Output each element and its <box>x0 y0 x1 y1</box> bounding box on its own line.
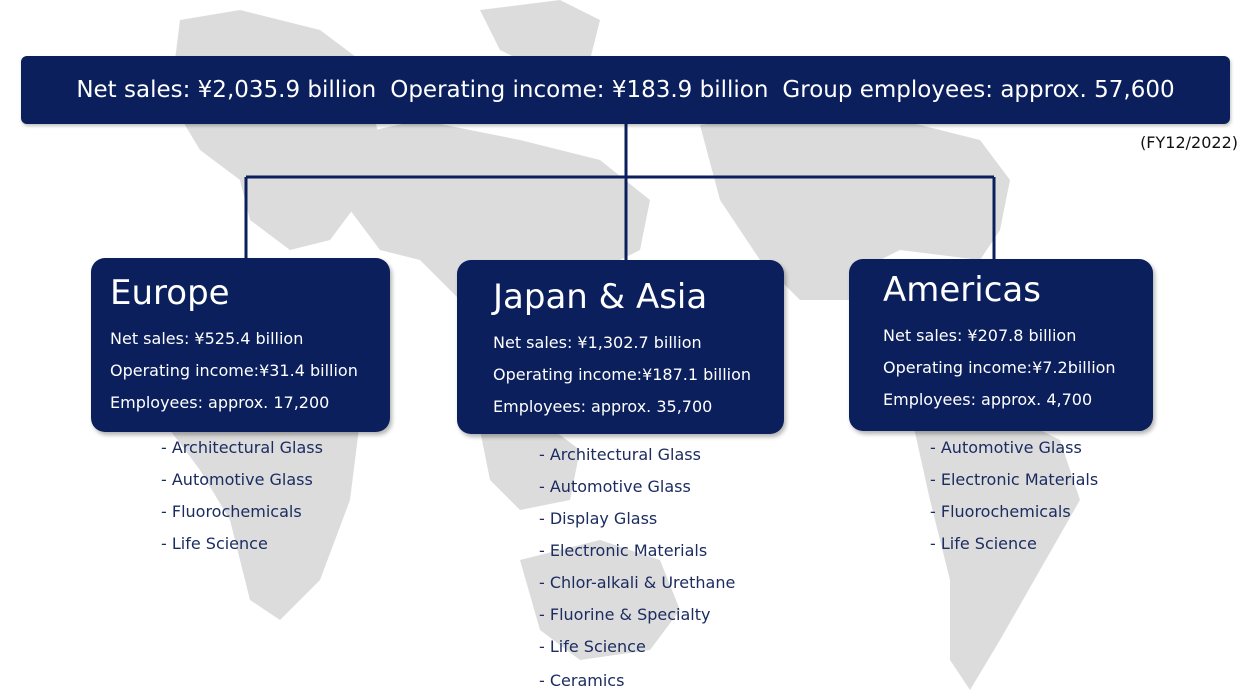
business-item: - Fluorochemicals <box>930 502 1071 521</box>
business-item: - Fluorochemicals <box>161 502 302 521</box>
business-item: - Fluorine & Specialty <box>539 605 711 624</box>
business-item: - Electronic Materials <box>539 541 708 560</box>
group-summary-box <box>21 56 1230 124</box>
region-employees: Employees: approx. 4,700 <box>883 390 1093 409</box>
business-item: - Life Science <box>539 637 646 656</box>
business-list-japan-asia <box>539 439 735 697</box>
region-box-europe <box>91 258 390 432</box>
group-operating-income: Operating income: ¥183.9 billion <box>390 77 769 103</box>
business-item: - Chlor-alkali & Urethane <box>539 573 736 592</box>
group-employees: Group employees: approx. 57,600 <box>782 77 1175 103</box>
region-net-sales: Net sales: ¥525.4 billion <box>110 329 304 348</box>
region-net-sales: Net sales: ¥1,302.7 billion <box>493 333 702 352</box>
business-list-americas <box>930 432 1098 560</box>
region-operating-income: Operating income:¥7.2billion <box>883 358 1116 377</box>
business-item: - Architectural Glass <box>161 438 323 457</box>
business-item: - Automotive Glass <box>539 477 691 496</box>
business-list-europe <box>161 432 323 560</box>
business-item: - Electronic Materials <box>930 470 1099 489</box>
region-name: Americas <box>883 270 1041 310</box>
region-box-americas <box>849 259 1153 431</box>
business-item: - Life Science <box>161 534 268 553</box>
region-name: Europe <box>110 273 230 313</box>
business-item: - Life Science <box>930 534 1037 553</box>
group-net-sales: Net sales: ¥2,035.9 billion <box>76 77 377 103</box>
region-name: Japan & Asia <box>493 277 708 317</box>
business-item: - Ceramics <box>539 671 625 690</box>
region-operating-income: Operating income:¥187.1 billion <box>493 365 752 384</box>
region-employees: Employees: approx. 35,700 <box>493 397 713 416</box>
business-item: - Architectural Glass <box>539 445 701 464</box>
business-item: - Automotive Glass <box>161 470 313 489</box>
region-operating-income: Operating income:¥31.4 billion <box>110 361 358 380</box>
region-net-sales: Net sales: ¥207.8 billion <box>883 326 1077 345</box>
region-box-japan-asia <box>457 260 784 434</box>
business-item: - Display Glass <box>539 509 658 528</box>
fiscal-period-label: (FY12/2022) <box>1140 133 1238 152</box>
region-employees: Employees: approx. 17,200 <box>110 393 330 412</box>
business-item: - Automotive Glass <box>930 438 1082 457</box>
